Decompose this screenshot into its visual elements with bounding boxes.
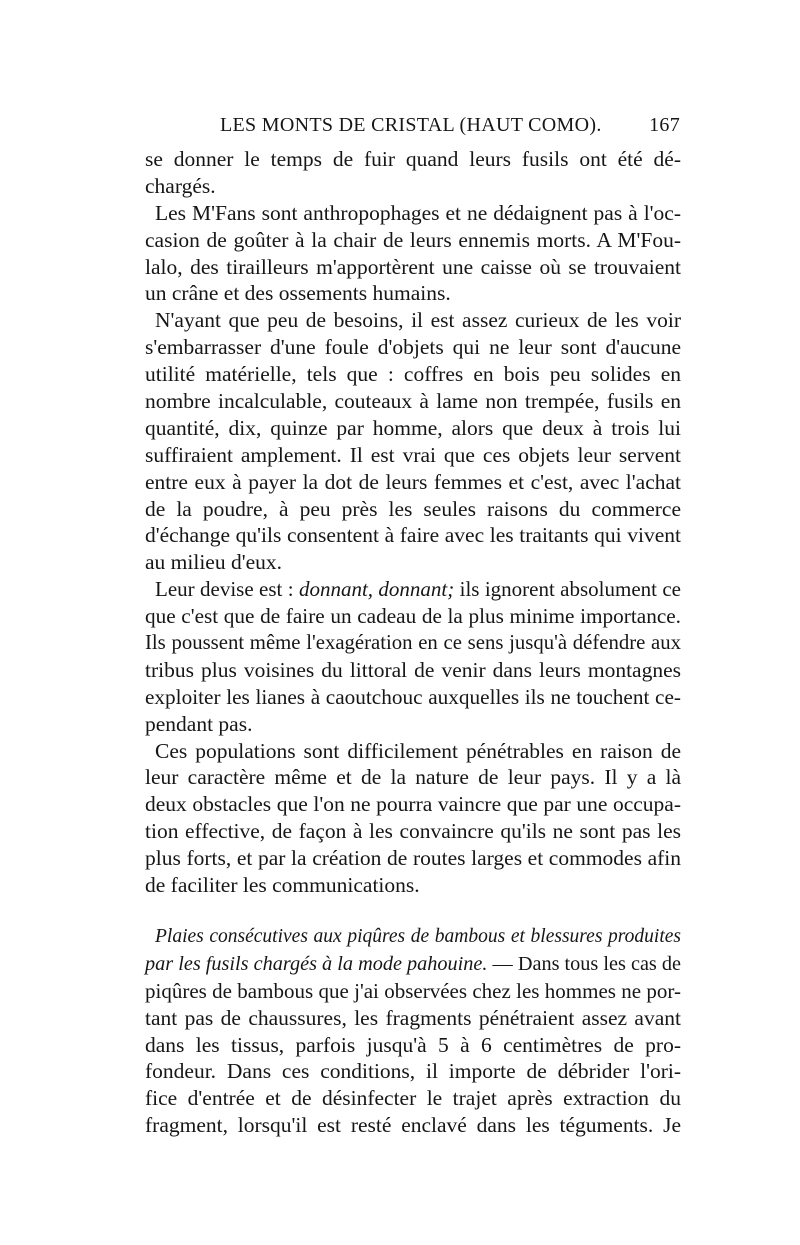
text-line — [145, 469, 681, 496]
text-line — [145, 388, 681, 415]
text-run: N'ayant que peu de besoins, il est assez curieux de les voir — [155, 308, 681, 333]
text-line — [145, 200, 681, 227]
text-run: fragment, lorsqu'il est resté enclavé dans les téguments. Je — [145, 1113, 681, 1138]
italic-text: Plaies consécutives aux piqûres de bambous et blessures produites — [155, 925, 681, 947]
text-run: fondeur. Dans ces conditions, il importe de débrider l'ori- — [145, 1059, 681, 1084]
text-line — [145, 791, 681, 818]
text-run: d'échange qu'ils consentent à faire avec les traitants qui vivent — [145, 523, 681, 548]
text-run: tant pas de chaussures, les fragments pénétraient assez avant — [145, 1005, 681, 1030]
text-line — [145, 738, 681, 765]
text-line — [145, 924, 681, 951]
text-run: entre eux à payer la dot de leurs femmes et c'est, avec l'achat — [145, 469, 681, 494]
text-run: au milieu d'eux. — [145, 550, 283, 575]
text-run: Ces populations sont difficilement pénétrables en raison de — [155, 738, 681, 763]
text-run: Les M'Fans sont anthropophages et ne dédaignent pas à l'oc- — [155, 200, 681, 225]
page-number: 167 — [649, 114, 680, 136]
text-line — [145, 951, 681, 978]
text-run: lalo, des tirailleurs m'apportèrent une caisse où se trouvaient — [145, 254, 681, 279]
text-line — [145, 1005, 681, 1032]
text-line — [145, 630, 681, 657]
text-run: tion effective, de façon à les convaincre qu'ils ne sont pas les — [145, 819, 681, 844]
text-run: ils ignorent absolument ce — [454, 577, 681, 602]
text-line — [145, 254, 681, 281]
text-line — [145, 442, 681, 469]
text-run: pendant pas. — [145, 711, 253, 736]
text-line — [145, 764, 681, 791]
text-run: fice d'entrée et de désinfecter le trajet après extraction du — [145, 1086, 681, 1111]
text-line — [145, 711, 681, 738]
text-line — [145, 818, 681, 845]
text-run: Leur devise est : — [155, 577, 299, 602]
text-line — [145, 361, 681, 388]
text-run: tribus plus voisines du littoral de venir dans leurs montagnes — [145, 657, 681, 682]
text-run: se donner le temps de fuir quand leurs fusils ont été dé- — [145, 147, 681, 171]
text-run: exploiter les lianes à caoutchouc auxquelles ils ne touchent ce- — [145, 684, 681, 709]
text-line — [145, 522, 681, 549]
text-line — [145, 1085, 681, 1112]
text-run: Ils poussent même l'exagération en ce sens jusqu'à défendre aux — [145, 632, 681, 655]
text-line — [145, 845, 681, 872]
text-run: piqûres de bambous que j'ai observées chez les hommes ne por- — [145, 978, 681, 1003]
italic-text: par les fusils chargés à la mode pahouine. — [145, 952, 488, 975]
text-line — [145, 576, 681, 603]
text-line — [145, 173, 681, 200]
text-line — [145, 146, 681, 173]
italic-text: donnant, donnant; — [298, 577, 455, 602]
text-run: suffiraient amplement. Il est vrai que ces objets leur servent — [145, 442, 681, 467]
text-line — [145, 657, 681, 684]
text-run: que c'est que de faire un cadeau de la plus minime importance. — [145, 604, 681, 629]
text-line — [145, 603, 681, 630]
text-line — [145, 1058, 681, 1085]
text-line — [145, 334, 681, 361]
text-line — [145, 1032, 681, 1059]
text-line — [145, 549, 681, 576]
running-title: LES MONTS DE CRISTAL (HAUT COMO). — [220, 114, 602, 136]
text-run: s'embarrasser d'une foule d'objets qui ne leur sont d'aucune — [145, 335, 681, 360]
text-line — [145, 415, 681, 442]
text-run: chargés. — [145, 173, 216, 198]
text-run: de la poudre, à peu près les seules raisons du commerce — [145, 496, 681, 521]
text-line — [145, 978, 681, 1005]
text-line — [145, 496, 681, 523]
body-text — [145, 146, 681, 1139]
text-run: leur caractère même et de la nature de leur pays. Il y a là — [145, 765, 681, 790]
text-line — [145, 684, 681, 711]
text-line — [145, 307, 681, 334]
text-line — [145, 227, 681, 254]
text-line — [145, 872, 681, 899]
text-run: deux obstacles que l'on ne pourra vaincre que par une occupa- — [145, 792, 681, 817]
text-line — [145, 1112, 681, 1139]
text-run: nombre incalculable, couteaux à lame non trempée, fusils en — [145, 389, 681, 414]
text-run: quantité, dix, quinze par homme, alors que deux à trois lui — [145, 415, 681, 440]
text-run: de faciliter les communications. — [145, 873, 420, 898]
text-run: plus forts, et par la création de routes larges et commodes afin — [145, 846, 681, 871]
text-line — [145, 280, 681, 307]
text-run: — Dans tous les cas de — [487, 952, 681, 975]
text-run: dans les tissus, parfois jusqu'à 5 à 6 centimètres de pro- — [145, 1032, 681, 1057]
text-run: utilité matérielle, tels que : coffres en bois peu solides en — [145, 362, 681, 387]
text-run: un crâne et des ossements humains. — [145, 281, 451, 306]
text-run: casion de goûter à la chair de leurs ennemis morts. A M'Fou- — [145, 227, 681, 252]
page-header — [140, 114, 680, 144]
